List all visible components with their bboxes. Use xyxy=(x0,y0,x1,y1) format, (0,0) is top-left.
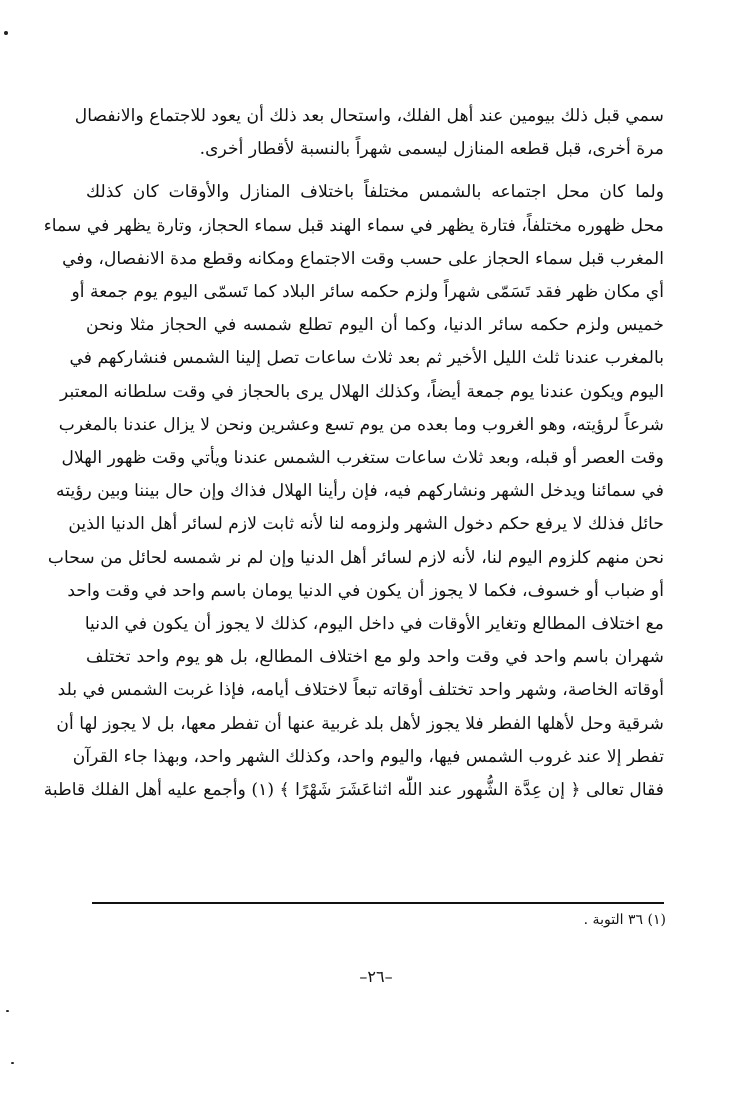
footnote: (١) ٣٦ التوبة . xyxy=(583,912,666,928)
text-line: شرقية وحل لأهلها الفطر فلا يجوز لأهل بلد غربية عنها أن تفطر معها، بل لا يجوز لها أن xyxy=(56,713,664,734)
text-line: مع اختلاف المطالع وتغاير الأوقات في داخل اليوم، كذلك لا يجوز أن يكون في الدنيا xyxy=(84,614,664,635)
text-line: شرعاً لرؤيته، وهو الغروب وما بعده من يوم تسع وعشرين ونحن لا يزال عندنا بالمغرب xyxy=(58,414,664,435)
scan-speck xyxy=(6,1010,9,1012)
text-line: المغرب قبل سماء الحجاز على حسب وقت الاجتماع ومكانه وقطع مدة الانفصال، وفي xyxy=(62,248,664,269)
text-line: سمي قبل ذلك بيومين عند أهل الفلك، واستحال بعد ذلك أن يعود للاجتماع والانفصال xyxy=(74,106,664,126)
text-line: أوقاته الخاصة، وشهر واحد تختلف أوقاته تبعاً لاختلاف أيامه، فإذا غربت الشمس في بلد xyxy=(57,680,664,701)
page-number: –٢٦– xyxy=(359,967,393,986)
paragraph xyxy=(43,176,664,807)
footnote-separator xyxy=(92,902,664,904)
text-line: شهران باسم واحد في وقت واحد ولو مع اختلاف المطالع، بل هو يوم واحد تختلف xyxy=(86,647,664,668)
text-line: فقال تعالى ﴿ إن عِدَّة الشُّهور عند اللّٰه اثناعَشَرَ شَهْرًا ﴾ (١) وأجمع عليه أهل الفلك قاطبة xyxy=(43,780,664,801)
scan-speck xyxy=(4,31,8,35)
text-line: ولما كان محل اجتماعه بالشمس مختلفاً باختلاف المنازل والأوقات كان كذلك xyxy=(86,182,664,203)
text-line: وقت العصر أو قبله، وبعد ثلاث ساعات ستغرب الشمس عندنا ويأتي وقت ظهور الهلال xyxy=(61,448,664,469)
text-line: بالمغرب عندنا ثلث الليل الأخير ثم بعد ثلاث ساعات تصل إلينا الشمس فنشاركهم في xyxy=(69,348,664,369)
text-line: نحن منهم كلزوم اليوم لنا، لأنه لازم لسائر أهل الدنيا وإن لم نر شمسه لحائل من سحاب xyxy=(47,547,664,568)
scan-speck xyxy=(11,1062,14,1064)
paragraph xyxy=(74,100,664,166)
text-line: محل ظهوره مختلفاً، فتارة يظهر في سماء الهند قبل سماء الحجاز، وتارة يظهر في سماء xyxy=(43,215,664,236)
text-line: في سمائنا ويدخل الشهر ونشاركهم فيه، فإن رأينا الهلال فذاك وإن حال بيننا وبين رؤيته xyxy=(56,481,664,502)
text-line: خميس ولزم حكمه سائر الدنيا، وكما أن اليوم تطلع شمسه في الحجاز مثلا ونحن xyxy=(86,315,664,336)
text-line: أو ضباب أو خسوف، فكما لا يجوز أن يكون في الدنيا يومان باسم واحد في وقت واحد xyxy=(67,580,664,601)
main-text xyxy=(43,100,664,807)
text-line: اليوم ويكون عندنا يوم جمعة أيضاً، وكذلك الهلال يرى بالحجاز في وقت سلطانه المعتبر xyxy=(60,381,664,402)
text-line: مرة أخرى، قبل قطعه المنازل ليسمى شهراً بالنسبة لأقطار أخرى. xyxy=(199,139,664,160)
text-line: حائل فذلك لا يرفع حكم دخول الشهر ولزومه لنا لأنه ثابت لازم لسائر أهل الدنيا الذين xyxy=(68,514,664,535)
text-line: تفطر إلا عند غروب الشمس فيها، واليوم واحد، وكذلك الشهر واحد، وبهذا جاء القرآن xyxy=(72,746,664,767)
text-line: أي مكان ظهر فقد تَسَمّى شهراً ولزم حكمه سائر البلاد كما تَسمّى اليوم يوم جمعة أو xyxy=(71,282,664,303)
